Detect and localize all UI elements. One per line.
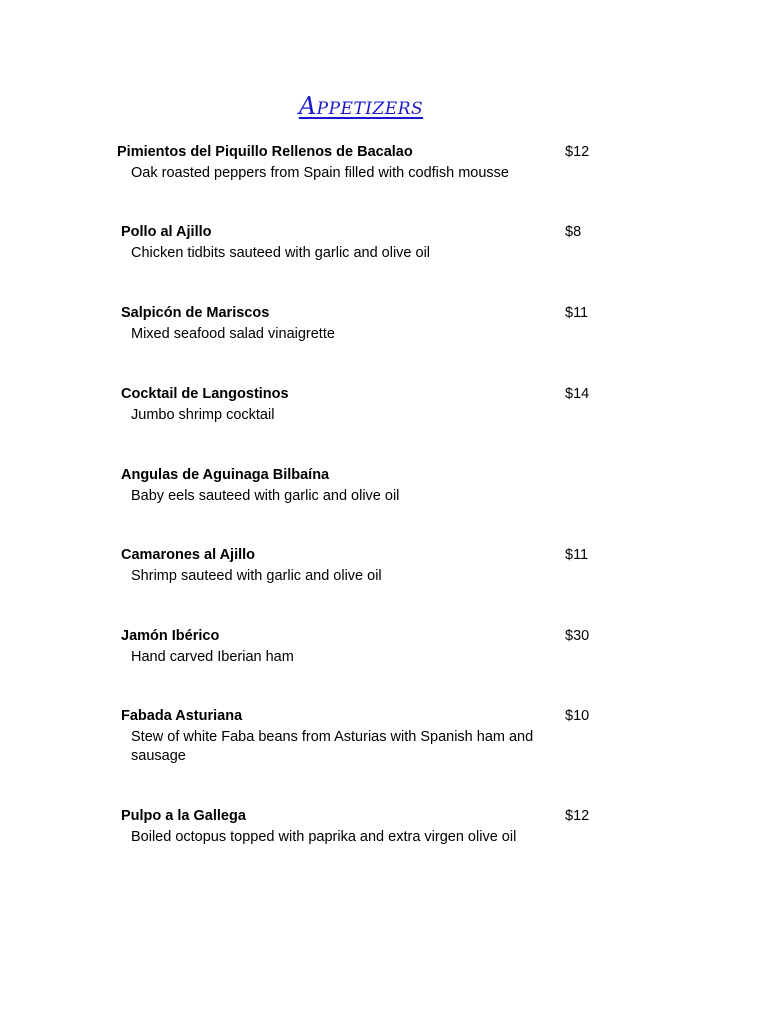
item-name: Fabada Asturiana	[121, 708, 243, 724]
item-description: Stew of white Faba beans from Asturias with Spanish ham and sausage	[131, 729, 534, 764]
item-name: Cocktail de Langostinos	[121, 386, 289, 402]
item-price: $11	[565, 305, 589, 321]
item-name: Pollo al Ajillo	[121, 224, 212, 240]
item-description: Jumbo shrimp cocktail	[131, 407, 275, 423]
item-description: Chicken tidbits sauteed with garlic and olive oil	[131, 245, 431, 261]
item-description: Mixed seafood salad vinaigrette	[131, 326, 335, 342]
item-description: Oak roasted peppers from Spain filled with codfish mousse	[131, 165, 509, 181]
item-price: $12	[565, 808, 590, 824]
item-description: Boiled octopus topped with paprika and extra virgen olive oil	[131, 829, 517, 845]
item-price: $14	[565, 386, 590, 402]
item-price: $12	[565, 144, 590, 160]
page-title: Appetizers	[298, 92, 424, 120]
item-price: $11	[565, 547, 589, 563]
item-price: $8	[565, 224, 582, 240]
item-name: Angulas de Aguinaga Bilbaína	[121, 467, 330, 483]
item-name: Salpicón de Mariscos	[121, 305, 270, 321]
item-price: $10	[565, 708, 590, 724]
item-name: Pimientos del Piquillo Rellenos de Bacalao	[117, 144, 413, 160]
item-description: Shrimp sauteed with garlic and olive oil	[131, 568, 382, 584]
item-name: Pulpo a la Gallega	[121, 808, 246, 824]
item-name: Jamón Ibérico	[121, 628, 220, 644]
item-price: $30	[565, 628, 590, 644]
item-description: Baby eels sauteed with garlic and olive oil	[131, 488, 400, 504]
item-name: Camarones al Ajillo	[121, 547, 256, 563]
item-description: Hand carved Iberian ham	[131, 649, 294, 665]
